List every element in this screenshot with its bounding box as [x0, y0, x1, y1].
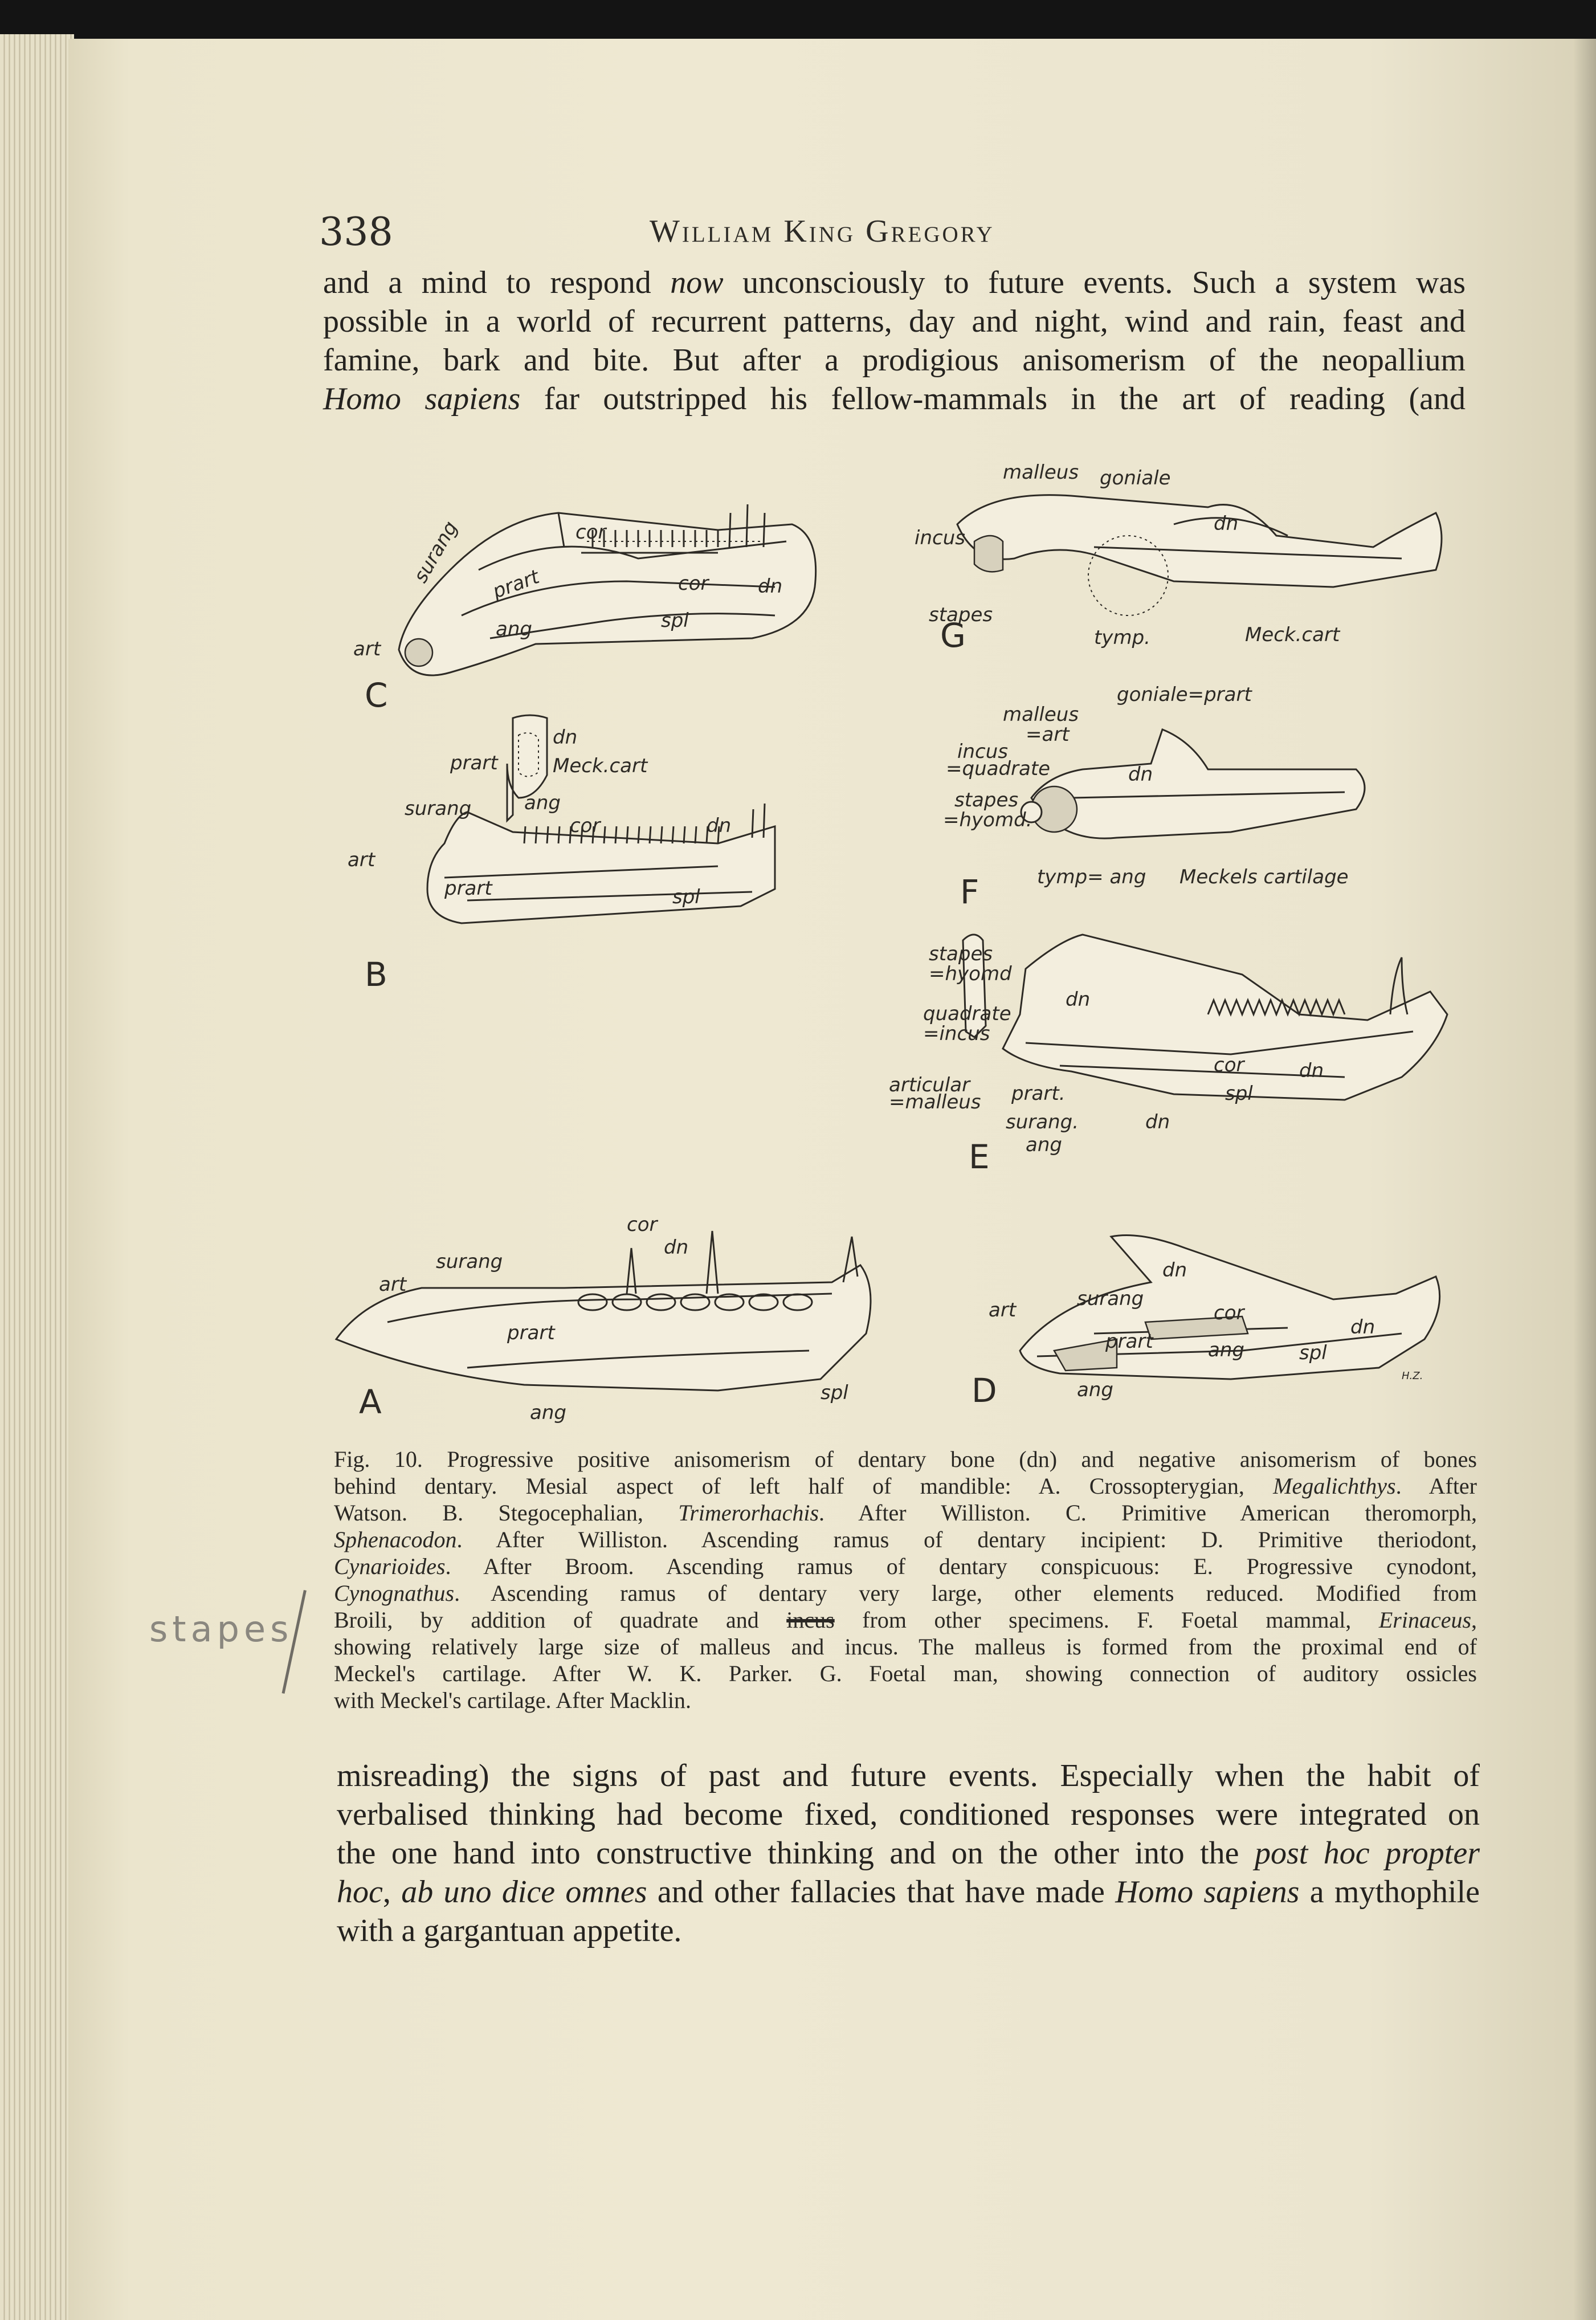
- panel-letter: E: [969, 1137, 990, 1176]
- panel-label: =hyomd.: [943, 809, 1032, 831]
- panel-label: incus: [915, 527, 965, 549]
- panel-label: malleus: [1003, 703, 1079, 726]
- panel-label: prart: [1105, 1330, 1153, 1353]
- panel-label: ang: [524, 792, 561, 814]
- panel-label: stapes: [929, 604, 993, 626]
- panel-b: [348, 715, 775, 994]
- panel-label: dn: [1128, 763, 1153, 786]
- panel-c: [353, 504, 816, 715]
- panel-label: malleus: [1003, 461, 1079, 484]
- caption-line: [334, 1446, 1477, 1473]
- panel-label: Meck.cart: [1245, 623, 1340, 646]
- text-line: [323, 380, 1466, 418]
- panel-label: goniale=prart: [1117, 683, 1252, 706]
- panel-label: prart: [489, 565, 542, 604]
- panel-label: incus: [957, 740, 1008, 763]
- caption-line: [334, 1633, 1477, 1660]
- text-line: [337, 1873, 1480, 1911]
- text-line: [323, 302, 1466, 341]
- italic-run: now: [670, 265, 724, 300]
- panel-label: goniale: [1100, 467, 1171, 490]
- panel-label: ang: [1026, 1134, 1062, 1156]
- panel-d: [972, 1236, 1440, 1410]
- panel-label: =art: [1026, 723, 1070, 746]
- panel-label: ang: [530, 1401, 566, 1424]
- panel-label: art: [379, 1273, 407, 1296]
- italic-run: Cynognathus: [334, 1580, 455, 1606]
- panel-label: prart: [444, 877, 492, 900]
- page-shadow: [1573, 39, 1596, 2320]
- figure-10-mandibles: [319, 445, 1493, 1430]
- panel-label: surang: [409, 517, 463, 587]
- panel-label: cor: [627, 1213, 658, 1236]
- text-run: from other specimens. F. Foetal mammal,: [834, 1607, 1379, 1633]
- panel-g: [915, 461, 1442, 655]
- text-run: showing relatively large size of malleus and incus. The malleus is formed from the proximal end of: [334, 1634, 1477, 1660]
- text-line: [323, 341, 1466, 380]
- panel-label: surang: [405, 797, 472, 820]
- caption-line: [334, 1553, 1477, 1580]
- page-header: [319, 205, 1481, 256]
- panel-a: [336, 1213, 871, 1424]
- panel-letter: A: [359, 1383, 382, 1421]
- panel-label: dn: [1299, 1059, 1324, 1082]
- page-number: 338: [319, 210, 393, 255]
- text-run: with Meckel's cartilage. After Macklin.: [334, 1687, 691, 1713]
- panel-label: dn: [1066, 988, 1091, 1011]
- panel-label: =hyomd: [929, 963, 1012, 985]
- text-run: unconsciously to future events. Such a system was: [723, 265, 1466, 300]
- text-run: Fig. 10. Progressive positive anisomerism of dentary bone (dn) and negative anisomerism of bones: [334, 1446, 1477, 1472]
- text-run: Broili, by addition of quadrate and: [334, 1607, 787, 1633]
- text-run: Watson. B. Stegocephalian,: [334, 1500, 679, 1526]
- panel-label: cor: [678, 572, 709, 595]
- panel-label: surang.: [1006, 1111, 1079, 1134]
- panel-label: cor: [1214, 1302, 1244, 1324]
- text-run: possible in a world of recurrent patterns, day and night, wind and rain, feast and: [323, 304, 1466, 339]
- panel-label: stapes: [929, 943, 993, 965]
- italic-run: Homo sapiens: [323, 381, 521, 417]
- panel-label: =incus: [923, 1022, 990, 1045]
- scanner-background: [0, 0, 1596, 40]
- caption-line: [334, 1580, 1477, 1607]
- panel-label: prart: [450, 752, 498, 774]
- text-run: behind dentary. Mesial aspect of left half of mandible: A. Crossopterygian,: [334, 1473, 1273, 1499]
- panel-label: spl: [1225, 1082, 1253, 1105]
- struck-run: incus: [786, 1607, 835, 1633]
- text-line: [337, 1756, 1480, 1795]
- text-run: the one hand into constructive thinking and on the other into the: [337, 1836, 1255, 1871]
- text-run: misreading) the signs of past and future events. Especially when the habit of: [337, 1758, 1480, 1793]
- text-run: . Ascending ramus of dentary very large, other elements reduced. Modified from: [454, 1580, 1477, 1606]
- panel-label: stapes: [954, 789, 1019, 812]
- text-run: verbalised thinking had become fixed, conditioned responses were integrated on: [337, 1797, 1480, 1832]
- caption-line: [334, 1499, 1477, 1526]
- paragraph-top: [323, 263, 1466, 418]
- panel-letter: C: [365, 676, 388, 715]
- italic-run: Cynarioides: [334, 1554, 446, 1579]
- margin-note: stapes: [149, 1608, 293, 1650]
- panel-label: ang: [1208, 1339, 1244, 1361]
- panel-label: cor: [575, 521, 606, 544]
- panel-label: art: [353, 638, 381, 660]
- panel-label: spl: [661, 609, 689, 632]
- caption-line: [334, 1687, 1477, 1714]
- panel-letter: B: [365, 955, 387, 994]
- panel-label: articular: [889, 1074, 970, 1096]
- italic-run: Erinaceus: [1378, 1607, 1472, 1633]
- italic-run: ab uno dice omnes: [401, 1874, 647, 1910]
- text-run: with a gargantuan appetite.: [337, 1913, 682, 1948]
- caption-line: [334, 1660, 1477, 1687]
- caption-line: [334, 1526, 1477, 1553]
- page-edges: [0, 34, 74, 2320]
- panel-label: cor: [1214, 1054, 1244, 1077]
- panel-label: =quadrate: [946, 757, 1051, 780]
- italic-run: hoc: [337, 1874, 383, 1910]
- italic-run: Sphenacodon: [334, 1527, 457, 1552]
- panel-label: dn: [707, 814, 732, 837]
- figure-caption: [334, 1446, 1477, 1714]
- italic-run: post hoc propter: [1254, 1836, 1480, 1871]
- text-run: ,: [382, 1874, 402, 1910]
- panel-label: dn: [1162, 1259, 1187, 1282]
- text-run: ,: [1471, 1607, 1477, 1633]
- panel-label: spl: [672, 886, 700, 908]
- paragraph-bottom: [337, 1756, 1480, 1950]
- caption-line: [334, 1607, 1477, 1633]
- panel-label: spl: [821, 1381, 848, 1404]
- panel-label: dn: [758, 575, 783, 598]
- panel-label: =malleus: [889, 1091, 981, 1114]
- figure-drawing: [319, 445, 1493, 1430]
- panel-label: Meck.cart: [553, 755, 648, 777]
- panel-label: quadrate: [923, 1002, 1011, 1025]
- panel-label: prart: [507, 1322, 555, 1344]
- text-run: far outstripped his fellow-mammals in the art of reading (and: [520, 381, 1466, 417]
- text-run: Meckel's cartilage. After W. K. Parker. G. Foetal man, showing connection of auditory ossicles: [334, 1661, 1477, 1686]
- panel-label: H.Z.: [1402, 1370, 1423, 1382]
- panel-label: prart.: [1011, 1082, 1066, 1105]
- panel-label: surang: [436, 1250, 503, 1273]
- panel-label: ang: [1077, 1379, 1113, 1401]
- italic-run: Megalichthys: [1273, 1473, 1396, 1499]
- panel-label: art: [989, 1299, 1017, 1322]
- panel-label: spl: [1299, 1342, 1327, 1364]
- text-run: . After Williston. C. Primitive American theromorph,: [819, 1500, 1477, 1526]
- text-line: [337, 1911, 1480, 1950]
- italic-run: Trimerorhachis: [678, 1500, 819, 1526]
- panel-label: tymp= ang: [1037, 866, 1146, 888]
- panel-label: dn: [1214, 512, 1239, 535]
- text-run: . After Williston. Ascending ramus of dentary incipient: D. Primitive theriodont,: [456, 1527, 1477, 1552]
- panel-label: Meckels cartilage: [1179, 866, 1349, 888]
- running-head: William King Gregory: [650, 214, 995, 249]
- panel-e: [889, 935, 1447, 1176]
- panel-letter: G: [940, 616, 966, 655]
- text-run: and a mind to respond: [323, 265, 671, 300]
- caption-line: [334, 1473, 1477, 1499]
- text-run: and other fallacies that have made: [647, 1874, 1116, 1910]
- text-run: . After Broom. Ascending ramus of dentary conspicuous: E. Progressive cynodont,: [445, 1554, 1477, 1579]
- panel-letter: F: [960, 872, 979, 911]
- panel-label: dn: [1350, 1316, 1375, 1339]
- panel-label: dn: [553, 726, 578, 749]
- panel-letter: D: [972, 1371, 997, 1410]
- panel-label: cor: [570, 814, 601, 837]
- text-run: . After: [1395, 1473, 1477, 1499]
- text-line: [323, 263, 1466, 302]
- italic-run: Homo sapiens: [1115, 1874, 1300, 1910]
- panel-f: [943, 683, 1365, 911]
- panel-label: tymp.: [1094, 626, 1150, 649]
- text-run: a mythophile: [1299, 1874, 1480, 1910]
- panel-label: art: [348, 849, 375, 871]
- panel-label: surang: [1077, 1287, 1144, 1310]
- panel-label: dn: [1145, 1111, 1170, 1134]
- text-line: [337, 1834, 1480, 1873]
- text-run: famine, bark and bite. But after a prodigious anisomerism of the neopallium: [323, 343, 1466, 378]
- panel-label: dn: [664, 1236, 689, 1259]
- panel-label: ang: [496, 618, 532, 641]
- text-line: [337, 1795, 1480, 1834]
